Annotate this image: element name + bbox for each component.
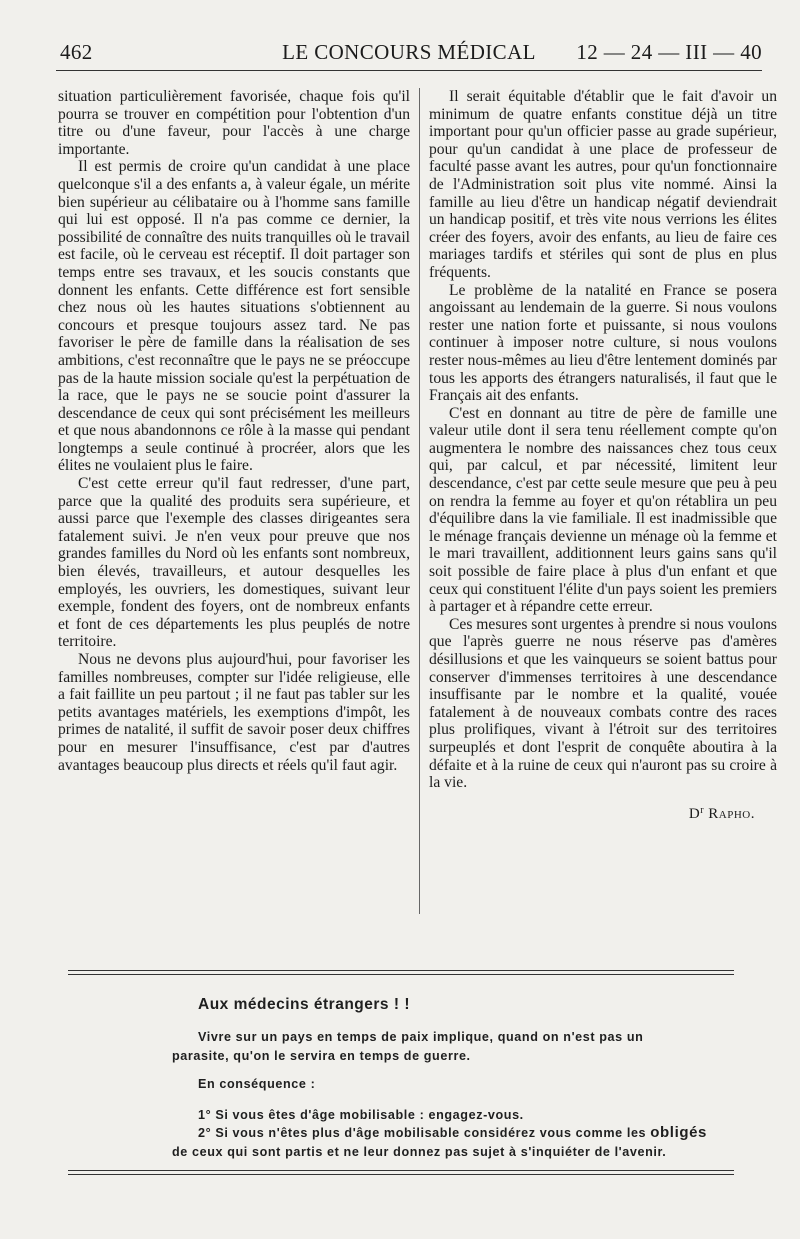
- paragraph: Il est permis de croire qu'un candidat à une place quelconque s'il a des enfants a, à valeur égale, un mérite bien supérieur au célibataire ou à l'homme sans famille qui lui est opposé. Il n'a pas comme ce dernier, la possibilité de connaître des nuits tranquilles où le travail est facile, où le cerveau est réceptif. Il doit partager son temps entre ses travaux, et les soucis constants que donnent les enfants. Cette différence est fort sensible chez nous où les hautes situations s'obtiennent au concours et presque toujours assez tard. Ne pas favoriser le père de famille dans la réalisation de ses ambitions, c'est reconnaître que le pays ne se préoccupe pas de la haute mission sociale qu'est la perpétuation de la race, que le pays ne se soucie point d'assurer la descendance de ceux qui sont précisément les meilleurs et que nous abandonnons ce rôle à la masse qui pendant longtemps a seule continué à procréer, alors que les élites ne voulaient plus le faire.: [58, 158, 410, 475]
- paragraph: C'est en donnant au titre de père de famille une valeur utile dont il sera tenu réellement compte qu'on augmentera le nombre des naissances chez tous ceux qui, par calcul, et par nécessité, limitent leur descendance, c'est par cette seule mesure que peu à peu on rendra la femme au foyer et qu'on rétablira un peu d'équilibre dans la vie familiale. Il est inadmissible que le ménage français devienne un ménage où la femme et le mari travaillent, additionnent leurs gains sans qu'il soit possible de faire place à plus d'un enfant et que ceux qui constituent l'élite d'un pays soient les premiers à partager et à répandre cette erreur.: [429, 404, 777, 616]
- notice-item-text: 2° Si vous n'êtes plus d'âge mobilisable considérez vous comme les: [198, 1126, 647, 1140]
- paragraph: Le problème de la natalité en France se posera angoissant au lendemain de la guerre. Si nous voulons rester une nation forte et puissante, si nous voulons continuer à imposer notre culture, si nous voulons rester nous-mêmes au lieu d'être lentement dominés par tous les apports des étrangers naturalisés, il faut que le Français ait des enfants.: [429, 281, 777, 405]
- right-column: [429, 88, 777, 823]
- paragraph: Il serait équitable d'établir que le fait d'avoir un minimum de quatre enfants constitue déjà un titre important pour qu'un officier passe au grade supérieur, pour qu'un candidat à une place de professeur de faculté passe avant les autres, pour qu'un fonctionnaire de l'Administration soit plus vite nommé. Ainsi la famille au lieu d'être un handicap négatif deviendrait un handicap positif, et très vite nous verrions les élites créer des foyers, avoir des enfants, au lieu de faire ces mariages tardifs et stériles qui sont de plus en plus fréquents.: [429, 88, 777, 281]
- column-divider: [419, 88, 420, 914]
- signature-name: Rapho.: [708, 805, 755, 822]
- notice-bottom-rule: [68, 1170, 734, 1171]
- journal-title: LE CONCOURS MÉDICAL: [282, 40, 536, 64]
- notice-top-rule-double: [68, 974, 734, 975]
- paragraph: situation particulièrement favorisée, chaque fois qu'il pourra se trouver en compétition pour l'obtention d'un titre ou d'une faveur, pour l'accès à une charge importante.: [58, 88, 410, 158]
- notice-line: parasite, qu'on le servira en temps de guerre.: [172, 1048, 471, 1063]
- paragraph: Nous ne devons plus aujourd'hui, pour favoriser les familles nombreuses, compter sur l'idée religieuse, elle a fait faillite un peu partout ; il ne faut pas tabler sur les petits avantages matériels, les exemptions d'impôt, les primes de natalité, il suffit de savoir poser deux chiffres pour en mesurer l'insuffisance, c'est par d'autres avantages beaucoup plus directs et réels qu'il faut agir.: [58, 651, 410, 774]
- notice-item-continuation: de ceux qui sont partis et ne leur donnez pas sujet à s'inquiéter de l'avenir.: [172, 1144, 667, 1159]
- notice-line: Vivre sur un pays en temps de paix implique, quand on n'est pas un: [198, 1030, 644, 1044]
- notice-line: En conséquence :: [198, 1077, 316, 1091]
- notice-item: [198, 1124, 712, 1143]
- notice-bottom-rule-double: [68, 1174, 734, 1175]
- notice-box: [172, 996, 712, 1161]
- page-number: 462: [60, 40, 93, 64]
- header-rule: [56, 70, 762, 71]
- paragraph: Ces mesures sont urgentes à prendre si nous voulons que l'après guerre ne nous réserve pas d'amères désillusions et que les vainqueurs se soient battus pour conserver d'immenses territoires à une descendance insuffisante par le nombre et la qualité, vouée fatalement à de nouveaux combats contre des races plus prolifiques, vivant à l'étroit sur des territoires surpeuplés et dont l'esprit de conquête aboutira à la défaite et à la ruine de ceux qui n'auront pas su croire à la vie.: [429, 615, 778, 792]
- left-column: [58, 88, 410, 774]
- notice-emphasis: obligés: [650, 1124, 707, 1141]
- signature-prefix-superscript: r: [700, 804, 705, 816]
- signature-prefix: D: [688, 805, 701, 822]
- notice-top-rule: [68, 970, 734, 971]
- page-header: [56, 38, 762, 68]
- notice-title: Aux médecins étrangers ! !: [198, 996, 410, 1013]
- paragraph: C'est cette erreur qu'il faut redresser, d'une part, parce que la qualité des produits sera supérieure, et aussi parce que l'exemple des classes dirigeantes sera fatalement suivi. Je n'en veux pour preuve que nos grandes familles du Nord où les enfants sont nombreux, bien élevés, travailleurs, et autour desquelles les employés, les ouvriers, les domestiques, suivant leur exemple, fondent des foyers, ont de nombreux enfants et font de ces départements les plus peuplés de notre territoire.: [58, 475, 410, 651]
- issue-reference: 12 — 24 — III — 40: [576, 40, 762, 64]
- notice-item: 1° Si vous êtes d'âge mobilisable : engagez-vous.: [198, 1107, 524, 1122]
- author-signature: [429, 802, 777, 824]
